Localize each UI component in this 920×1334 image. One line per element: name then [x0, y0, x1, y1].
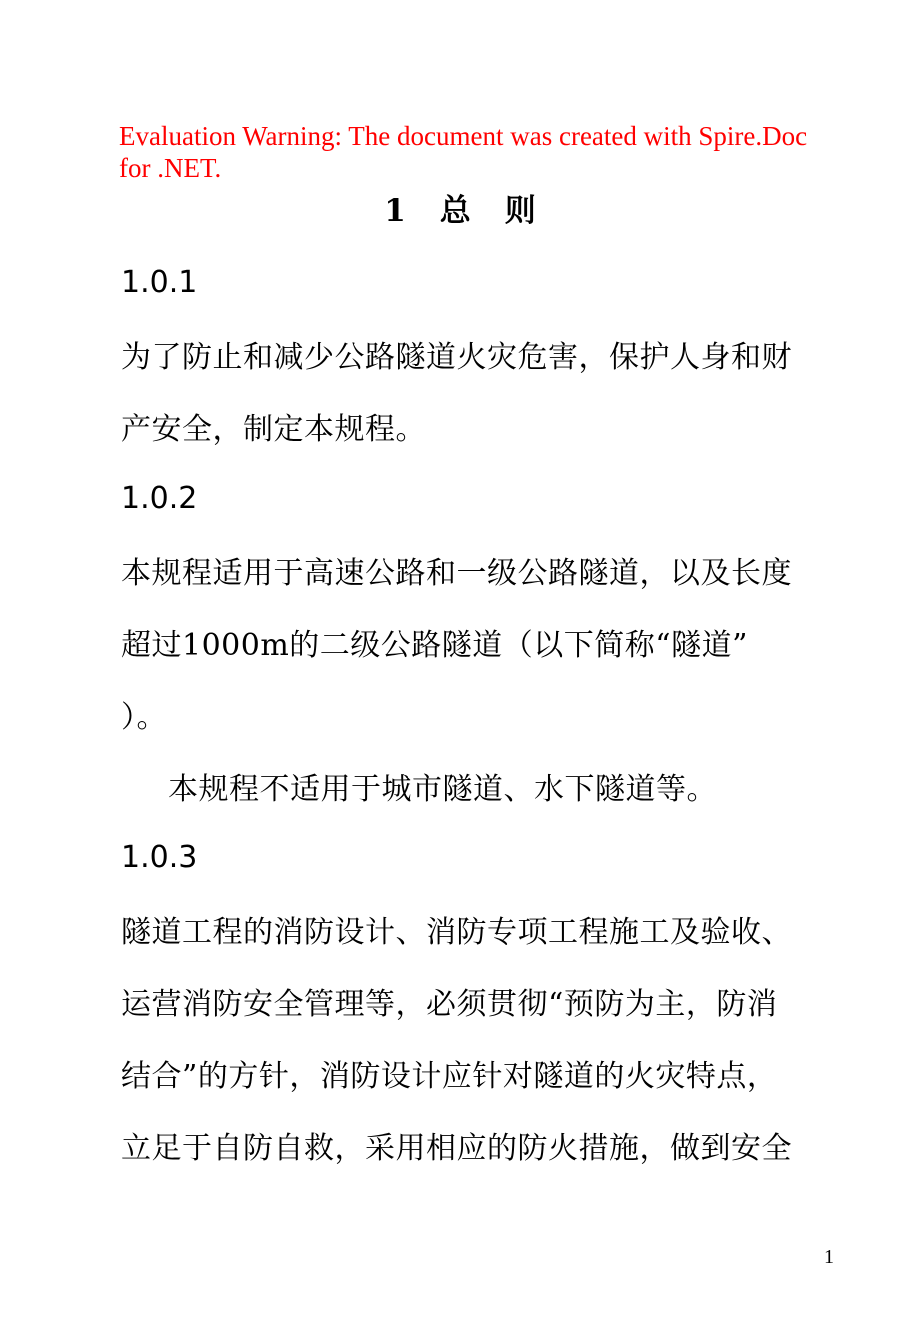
clause-1-0-3-line-2: 运营消防安全管理等，必须贯彻“预防为主，防消	[121, 987, 778, 1022]
clause-1-0-1-line-2: 产安全，制定本规程。	[121, 412, 426, 447]
clause-1-0-1-line-1: 为了防止和减少公路隧道火灾危害，保护人身和财	[121, 340, 792, 375]
clause-1-0-2-line-2: 超过1000m的二级公路隧道（以下简称“隧道”	[121, 628, 748, 663]
clause-number-1-0-2: 1.0.2	[121, 481, 198, 516]
clause-1-0-3-line-4: 立足于自防自救，采用相应的防火措施，做到安全	[121, 1131, 792, 1166]
chapter-number: 1	[384, 193, 406, 229]
evaluation-warning-line-1: Evaluation Warning: The document was created with Spire.Doc	[119, 121, 808, 151]
clause-1-0-2-extra-line: 本规程不适用于城市隧道、水下隧道等。	[168, 772, 717, 807]
evaluation-warning-line-2: for .NET.	[119, 153, 222, 183]
clause-number-1-0-1: 1.0.1	[121, 265, 198, 300]
page-number: 1	[824, 1246, 834, 1268]
clause-1-0-2-extra-paragraph	[168, 754, 888, 826]
evaluation-warning	[119, 120, 859, 184]
clause-text-1-0-1	[121, 322, 841, 466]
clause-1-0-2-line-1: 本规程适用于高速公路和一级公路隧道，以及长度	[121, 556, 792, 591]
clause-1-0-2-line-3: ）。	[121, 700, 167, 735]
clause-1-0-3-line-3: 结合”的方针，消防设计应针对隧道的火灾特点，	[121, 1059, 778, 1094]
chapter-heading	[0, 191, 920, 231]
clause-text-1-0-2	[121, 538, 841, 754]
chapter-title-char-1: 总	[439, 193, 471, 229]
chapter-title-char-2: 则	[504, 193, 536, 229]
clause-number-1-0-3: 1.0.3	[121, 840, 198, 875]
clause-text-1-0-3	[121, 897, 841, 1185]
clause-1-0-3-line-1: 隧道工程的消防设计、消防专项工程施工及验收、	[121, 915, 792, 950]
